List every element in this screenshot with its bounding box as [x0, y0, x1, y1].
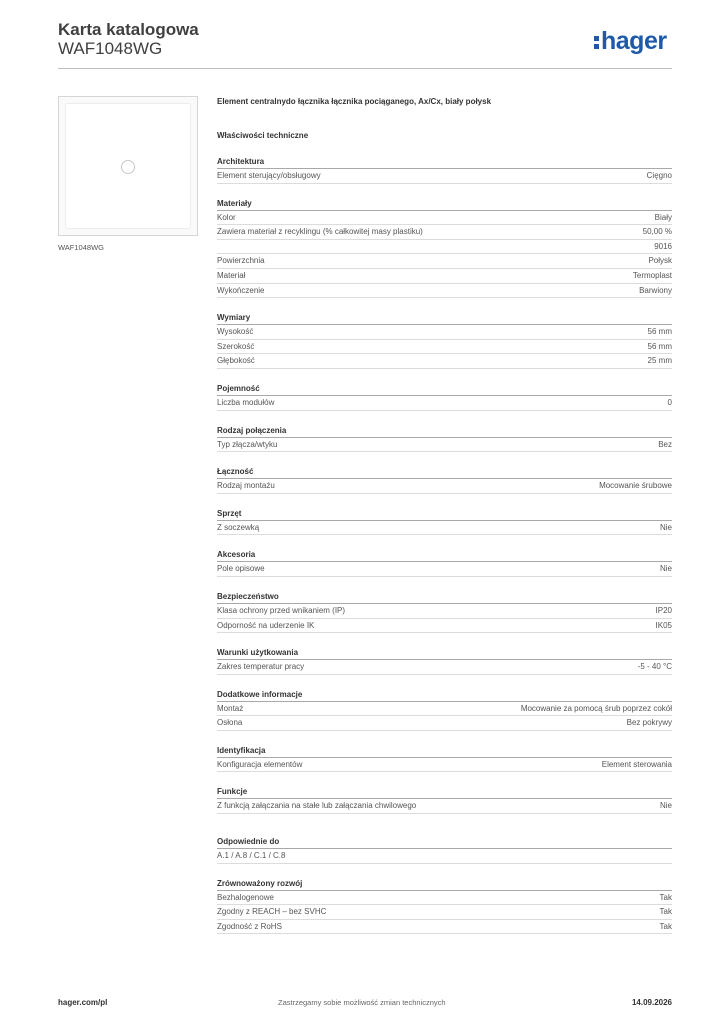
logo-text: hager	[601, 27, 667, 55]
spec-value: Barwiony	[639, 285, 672, 295]
spec-row	[217, 716, 672, 731]
section-heading: Dodatkowe informacje	[217, 689, 672, 702]
spec-value: Nie	[659, 801, 672, 811]
spec-value: IP20	[655, 605, 672, 615]
product-image	[58, 96, 198, 236]
footer-disclaimer: Zastrzegamy sobie możliwość zmian technicznych	[278, 998, 446, 1007]
document-title: Karta katalogowa	[58, 20, 199, 39]
spec-label: Montaż	[217, 703, 244, 713]
spec-value: 50,00 %	[642, 227, 672, 237]
spec-label: Głębokość	[217, 356, 255, 366]
spec-label: Z soczewką	[217, 522, 260, 532]
spec-row	[217, 604, 672, 619]
section-heading: Funkcje	[217, 786, 672, 799]
spec-row	[217, 396, 672, 411]
spec-section	[217, 508, 672, 536]
spec-label: Kolor	[217, 212, 236, 222]
product-code: WAF1048WG	[58, 39, 163, 58]
spec-value: 56 mm	[647, 341, 672, 351]
section-heading: Rodzaj połączenia	[217, 425, 672, 438]
spec-label: Element sterujący/obsługowy	[217, 171, 321, 180]
section-heading: Warunki użytkowania	[217, 647, 672, 660]
spec-row	[217, 562, 672, 577]
spec-value: 0	[667, 397, 672, 407]
spec-label: A.1 / A.8 / C.1 / C.8	[217, 851, 286, 861]
spec-row	[217, 240, 672, 255]
spec-section	[217, 647, 672, 675]
spec-value: Termoplast	[632, 270, 672, 280]
section-heading: Architektura	[217, 156, 672, 169]
spec-row	[217, 660, 672, 675]
spec-value: 9016	[654, 241, 672, 251]
spec-section	[217, 383, 672, 411]
spec-row	[217, 169, 672, 184]
spec-label: Konfiguracja elementów	[217, 759, 303, 769]
spec-row	[217, 479, 672, 494]
spec-row	[217, 905, 672, 920]
spec-content	[217, 96, 672, 934]
footer-website: hager.com/pl	[58, 998, 108, 1007]
spec-value: Bez	[658, 439, 672, 449]
spec-label: Klasa ochrony przed wnikaniem (IP)	[217, 605, 346, 615]
spec-value: 56 mm	[647, 327, 672, 337]
spec-row	[217, 254, 672, 269]
section-heading: Wymiary	[217, 312, 672, 325]
spec-section	[217, 198, 672, 299]
spec-row	[217, 284, 672, 299]
switch-plate-illustration	[65, 103, 191, 229]
spec-row	[217, 340, 672, 355]
spec-value: Element sterowania	[601, 759, 672, 769]
spec-row	[217, 325, 672, 340]
spec-value: Mocowanie za pomocą śrub poprzez cokół	[520, 703, 672, 713]
spec-label: Materiał	[217, 270, 246, 280]
spec-row	[217, 799, 672, 814]
logo-colon-icon	[594, 34, 599, 50]
brand-logo	[594, 26, 667, 56]
sustainability-section	[217, 878, 672, 935]
suitable-for-section	[217, 836, 672, 864]
spec-row	[217, 619, 672, 634]
section-heading: Zrównoważony rozwój	[217, 878, 672, 891]
spec-value: Tak	[659, 892, 672, 902]
spec-row	[217, 211, 672, 226]
spec-label: Osłona	[217, 718, 243, 728]
product-image-caption: WAF1048WG	[58, 243, 104, 252]
spec-row	[217, 521, 672, 536]
spec-section	[217, 425, 672, 453]
spec-section	[217, 156, 672, 184]
spec-value: Nie	[659, 522, 672, 532]
section-heading: Materiały	[217, 198, 672, 211]
spec-section	[217, 878, 672, 935]
spec-row	[217, 849, 672, 864]
spec-value: Mocowanie śrubowe	[599, 481, 672, 491]
spec-label: Zgodny z REACH – bez SVHC	[217, 907, 327, 917]
spec-value: Tak	[659, 921, 672, 931]
spec-value: Tak	[659, 907, 672, 917]
technical-properties-heading: Właściwości techniczne	[217, 131, 309, 140]
spec-value: -5 - 40 °C	[637, 662, 672, 672]
spec-section	[217, 745, 672, 773]
spec-row	[217, 225, 672, 240]
spec-section	[217, 549, 672, 577]
spec-label: Wykończenie	[217, 285, 265, 295]
section-heading: Akcesoria	[217, 549, 672, 562]
section-heading: Łączność	[217, 466, 672, 479]
spec-row	[217, 891, 672, 906]
section-heading: Sprzęt	[217, 508, 672, 521]
spec-value: Cięgno	[646, 171, 672, 180]
spec-row	[217, 354, 672, 369]
spec-label: Z funkcją załączania na stałe lub załączania chwilowego	[217, 801, 417, 811]
spec-label: Szerokość	[217, 341, 255, 351]
spec-label: Bezhalogenowe	[217, 892, 274, 902]
section-heading: Pojemność	[217, 383, 672, 396]
section-heading: Bezpieczeństwo	[217, 591, 672, 604]
spec-section	[217, 466, 672, 494]
spec-row	[217, 438, 672, 453]
spec-row	[217, 920, 672, 935]
spec-section	[217, 591, 672, 633]
section-heading: Odpowiednie do	[217, 836, 672, 849]
spec-value: Nie	[659, 564, 672, 574]
spec-row	[217, 702, 672, 717]
spec-label: Rodzaj montażu	[217, 481, 275, 491]
spec-label: Zakres temperatur pracy	[217, 662, 305, 672]
spec-row	[217, 269, 672, 284]
spec-label: Zawiera materiał z recyklingu (% całkowitej masy plastiku)	[217, 227, 423, 237]
pull-cord-hole-icon	[121, 160, 135, 174]
spec-value: 25 mm	[647, 356, 672, 366]
spec-label: Zgodność z RoHS	[217, 921, 282, 931]
product-description: Element centralnydo łącznika łącznika pociąganego, Ax/Cx, biały połysk	[217, 97, 492, 106]
spec-section	[217, 786, 672, 814]
spec-value: Biały	[654, 212, 672, 222]
spec-row	[217, 758, 672, 773]
footer-date: 14.09.2026	[631, 998, 672, 1007]
spec-section	[217, 836, 672, 864]
section-heading: Identyfikacja	[217, 745, 672, 758]
spec-label: Pole opisowe	[217, 564, 265, 574]
spec-label: Wysokość	[217, 327, 254, 337]
spec-label: Liczba modułów	[217, 397, 275, 407]
spec-sections	[217, 156, 672, 814]
spec-value: Połysk	[648, 256, 672, 266]
spec-section	[217, 689, 672, 731]
spec-label: Powierzchnia	[217, 256, 265, 266]
header-divider	[58, 68, 672, 69]
spec-value: IK05	[655, 620, 672, 630]
spec-value: Bez pokrywy	[626, 718, 672, 728]
spec-label: Odporność na uderzenie IK	[217, 620, 315, 630]
spec-section	[217, 312, 672, 369]
spec-label: Typ złącza/wtyku	[217, 439, 278, 449]
